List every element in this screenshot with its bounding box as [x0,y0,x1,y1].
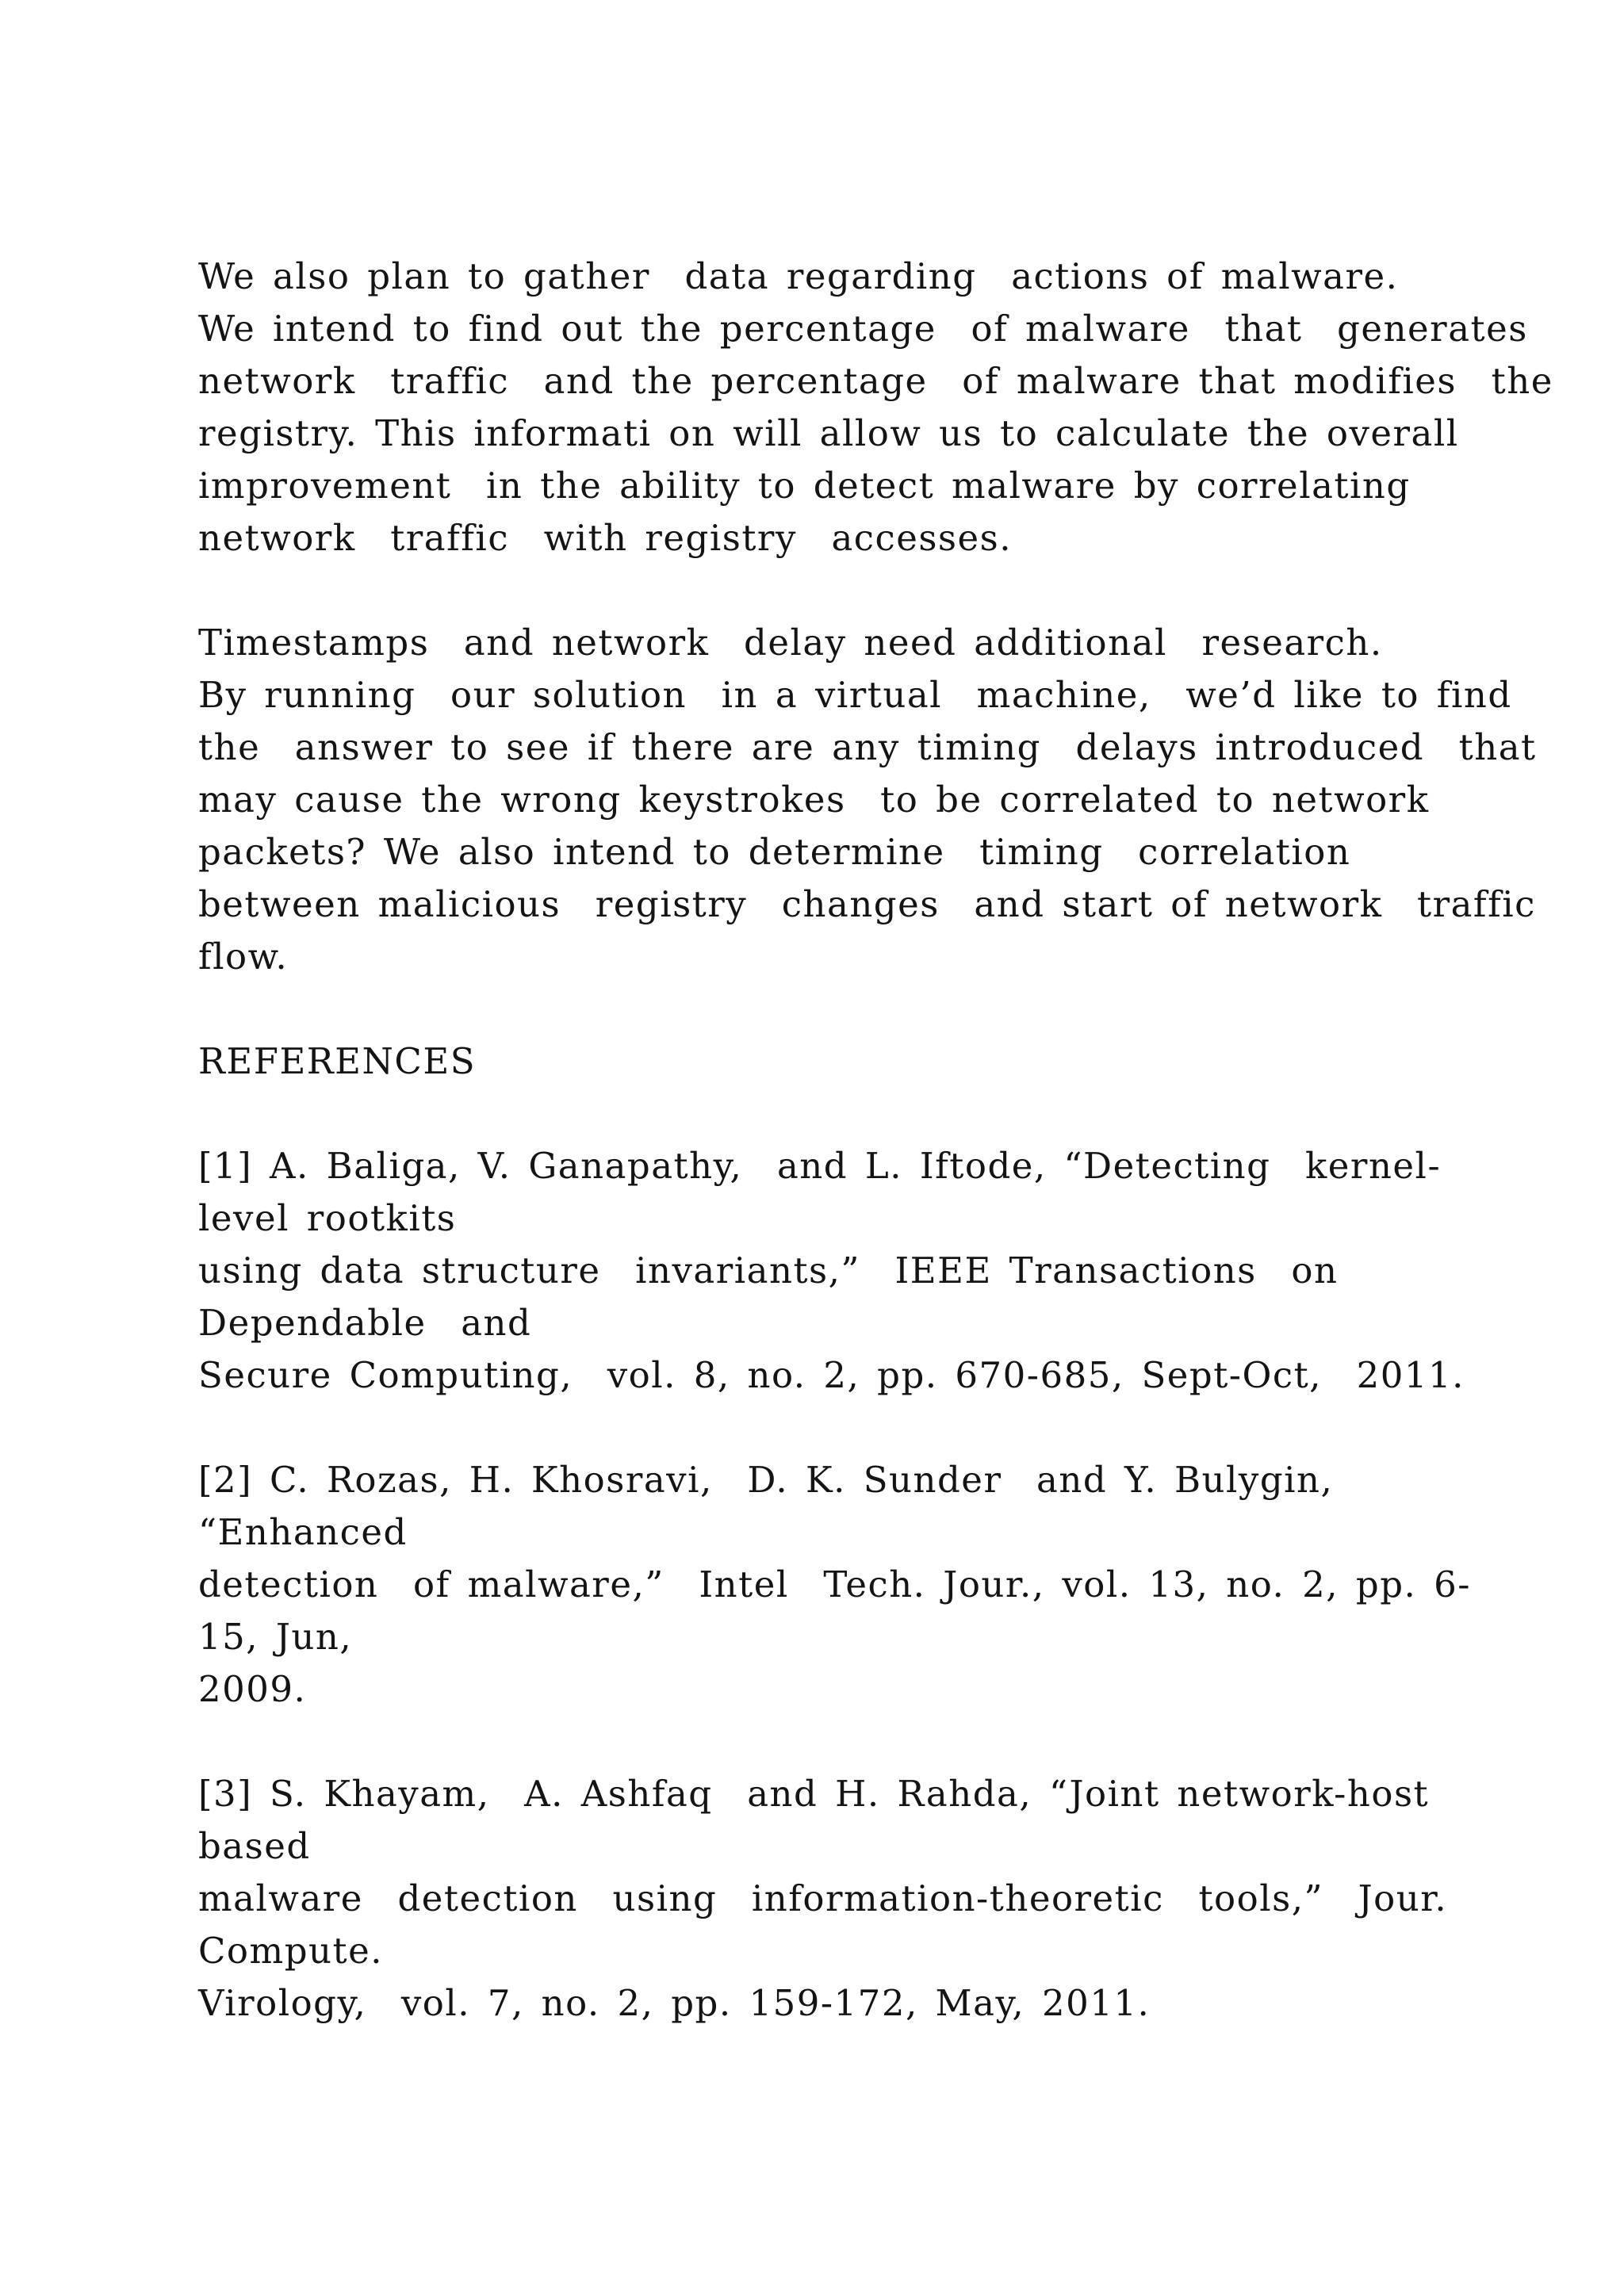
text-line: [3] S. Khayam, A. Ashfaq and H. Rahda, “Joint network-host [198,1773,1430,1815]
text-line: Dependable and [198,1302,532,1344]
text-line: level rootkits [198,1197,457,1239]
text-line: 2009. [198,1668,307,1710]
text-line: 15, Jun, [198,1616,353,1658]
text-line: improvement in the ability to detect malware by correlating [198,465,1411,507]
text-line: detection of malware,” Intel Tech. Jour., vol. 13, no. 2, pp. 6- [198,1563,1471,1605]
text-line: By running our solution in a virtual machine, we’d like to find [198,674,1512,716]
text-line: Secure Computing, vol. 8, no. 2, pp. 670-685, Sept-Oct, 2011. [198,1354,1465,1396]
text-line: We also plan to gather data regarding actions of malware. [198,255,1399,297]
text-line: based [198,1825,311,1867]
text-line: We intend to find out the percentage of malware that generates [198,308,1528,350]
references-heading: REFERENCES [198,1040,477,1082]
text-line: [1] A. Baliga, V. Ganapathy, and L. Iftode, “Detecting kernel- [198,1145,1442,1187]
text-line: between malicious registry changes and start of network traffic [198,883,1536,925]
text-line: “Enhanced [198,1511,408,1553]
text-line: registry. This informati on will allow us to calculate the overall [198,412,1459,454]
text-line: network traffic and the percentage of malware that modifies the [198,360,1553,402]
text-line: packets? We also intend to determine timing correlation [198,831,1351,873]
text-line: [2] C. Rozas, H. Khosravi, D. K. Sunder and Y. Bulygin, [198,1459,1334,1501]
text-line: using data structure invariants,” IEEE Transactions on [198,1249,1339,1292]
text-line: flow. [198,936,289,978]
text-line: malware detection using information-theoretic tools,” Jour. [198,1877,1448,1919]
text-line: the answer to see if there are any timing delays introduced that [198,726,1537,768]
text-line: Timestamps and network delay need additional research. [198,622,1383,664]
text-line: Virology, vol. 7, no. 2, pp. 159-172, May, 2011. [198,1982,1151,2024]
text-line: may cause the wrong keystrokes to be correlated to network [198,779,1430,821]
text-line: Compute. [198,1930,384,1972]
text-line: network traffic with registry accesses. [198,517,1013,559]
